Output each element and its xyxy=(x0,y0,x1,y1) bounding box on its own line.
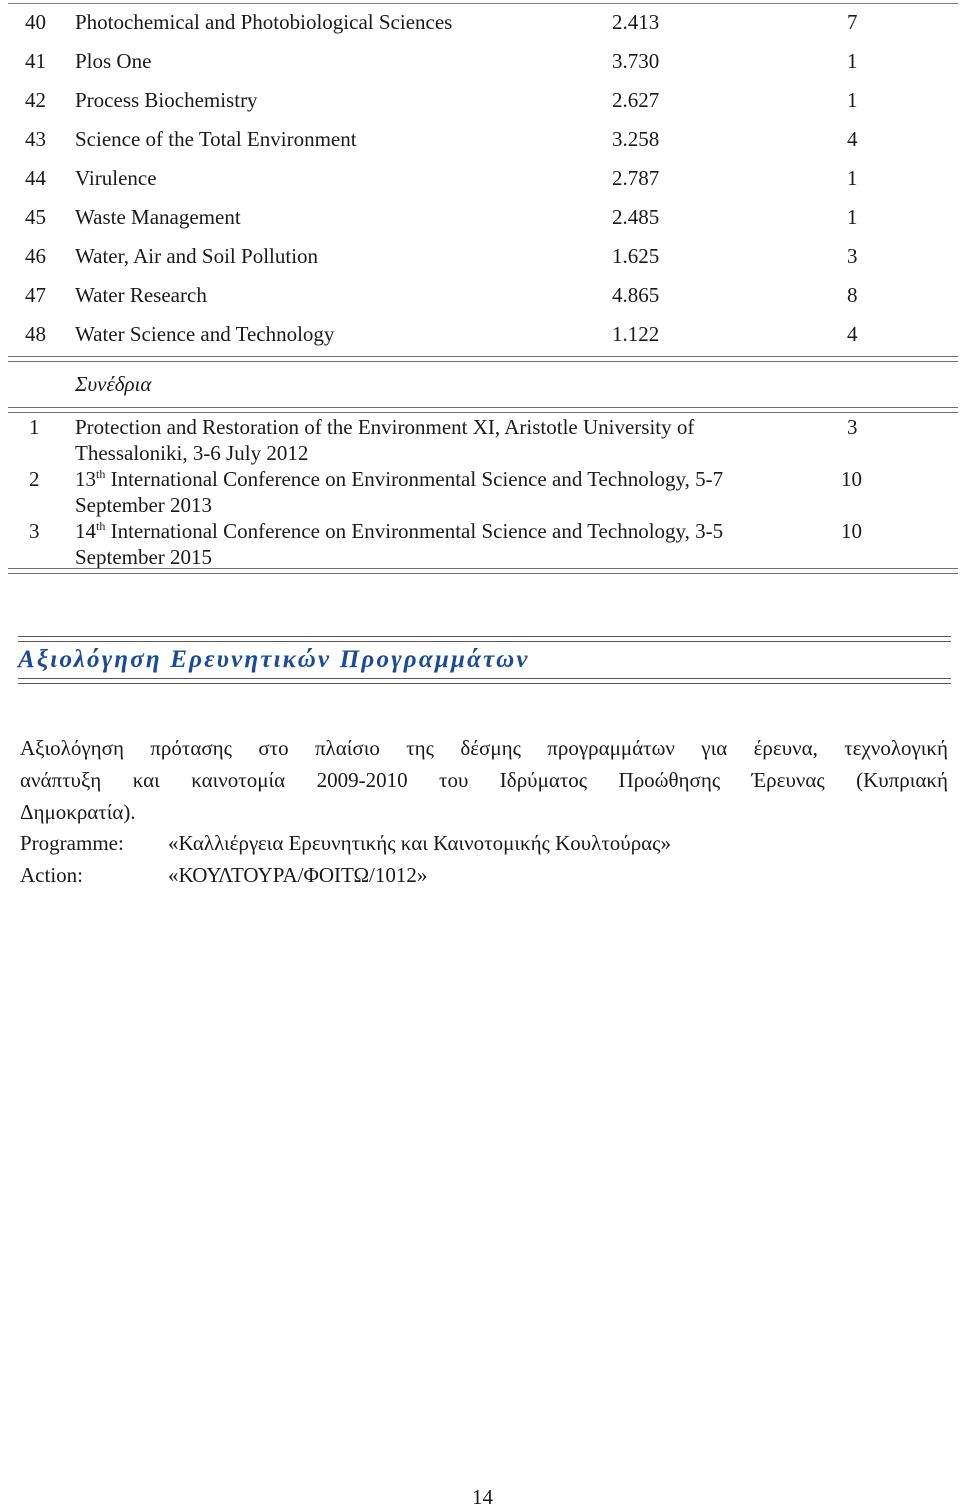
row-number: 40 xyxy=(25,10,46,34)
paragraph-line: ανάπτυξη και καινοτομία 2009-2010 του Ιδρύματος Προώθησης Έρευνας (Κυπριακή xyxy=(20,768,948,792)
conference-ordinal: 13 xyxy=(75,467,96,491)
section-bottom-rule xyxy=(18,678,951,684)
paragraph-line: Αξιολόγηση πρότασης στο πλαίσιο της δέσμης προγραμμάτων για έρευνα, τεχνολογική xyxy=(20,736,948,760)
conference-title-text: Protection and Restoration of the Environment XI, Aristotle University of Thessaloniki, 3-6 July 2012 xyxy=(75,415,695,465)
section-top-rule xyxy=(18,636,951,642)
conferences-heading: Συνέδρια xyxy=(75,372,152,396)
ordinal-suffix: th xyxy=(96,467,106,481)
top-rule xyxy=(8,3,958,4)
impact-factor: 2.485 xyxy=(612,205,660,229)
paper-count: 1 xyxy=(847,205,858,229)
row-number: 3 xyxy=(29,519,40,543)
conference-ordinal: 14 xyxy=(75,519,96,543)
journal-name: Water Research xyxy=(75,283,207,307)
paragraph-line: Δημοκρατία). xyxy=(20,800,136,824)
row-number: 44 xyxy=(25,166,46,190)
programme-label: Programme: xyxy=(20,831,124,855)
section-paragraph xyxy=(20,732,948,828)
programme-value: «Καλλιέργεια Ερευνητικής και Καινοτομικής Κουλτούρας» xyxy=(168,831,671,855)
paper-count: 1 xyxy=(847,49,858,73)
journal-name: Science of the Total Environment xyxy=(75,127,357,151)
journal-name: Water Science and Technology xyxy=(75,322,335,346)
conference-title xyxy=(75,518,735,570)
paper-count: 8 xyxy=(847,283,858,307)
row-number: 43 xyxy=(25,127,46,151)
row-number: 2 xyxy=(29,467,40,491)
impact-factor: 2.413 xyxy=(612,10,660,34)
conferences-top-rule xyxy=(8,407,958,413)
conference-title-text: International Conference on Environmental Science and Technology, 5-7 September 2013 xyxy=(75,467,724,517)
journal-name: Photochemical and Photobiological Sciences xyxy=(75,10,453,34)
page-number: 14 xyxy=(472,1485,493,1509)
action-label: Action: xyxy=(20,863,83,887)
impact-factor: 4.865 xyxy=(612,283,660,307)
paper-count: 4 xyxy=(847,127,858,151)
journal-name: Waste Management xyxy=(75,205,241,229)
conference-title xyxy=(75,414,735,466)
action-value: «ΚΟΥΛΤΟΥΡΑ/ΦΟΙΤΩ/1012» xyxy=(168,863,428,887)
paper-count: 1 xyxy=(847,166,858,190)
journals-bottom-rule xyxy=(8,356,958,362)
journal-name: Virulence xyxy=(75,166,157,190)
paper-count: 10 xyxy=(841,519,862,543)
row-number: 41 xyxy=(25,49,46,73)
paper-count: 3 xyxy=(847,244,858,268)
paper-count: 3 xyxy=(847,415,858,439)
impact-factor: 1.625 xyxy=(612,244,660,268)
ordinal-suffix: th xyxy=(96,519,106,533)
paper-count: 7 xyxy=(847,10,858,34)
journal-name: Process Biochemistry xyxy=(75,88,258,112)
row-number: 46 xyxy=(25,244,46,268)
row-number: 1 xyxy=(29,415,40,439)
paper-count: 1 xyxy=(847,88,858,112)
conference-title-text: International Conference on Environmental Science and Technology, 3-5 September 2015 xyxy=(75,519,724,569)
impact-factor: 1.122 xyxy=(612,322,660,346)
impact-factor: 3.730 xyxy=(612,49,660,73)
impact-factor: 3.258 xyxy=(612,127,660,151)
journal-name: Plos One xyxy=(75,49,152,73)
row-number: 47 xyxy=(25,283,46,307)
conferences-bottom-rule xyxy=(8,568,958,574)
row-number: 45 xyxy=(25,205,46,229)
row-number: 42 xyxy=(25,88,46,112)
journal-name: Water, Air and Soil Pollution xyxy=(75,244,319,268)
conference-title xyxy=(75,466,735,518)
impact-factor: 2.627 xyxy=(612,88,660,112)
impact-factor: 2.787 xyxy=(612,166,660,190)
row-number: 48 xyxy=(25,322,46,346)
paper-count: 4 xyxy=(847,322,858,346)
paper-count: 10 xyxy=(841,467,862,491)
section-title: Αξιολόγηση Ερευνητικών Προγραμμάτων xyxy=(18,646,530,673)
